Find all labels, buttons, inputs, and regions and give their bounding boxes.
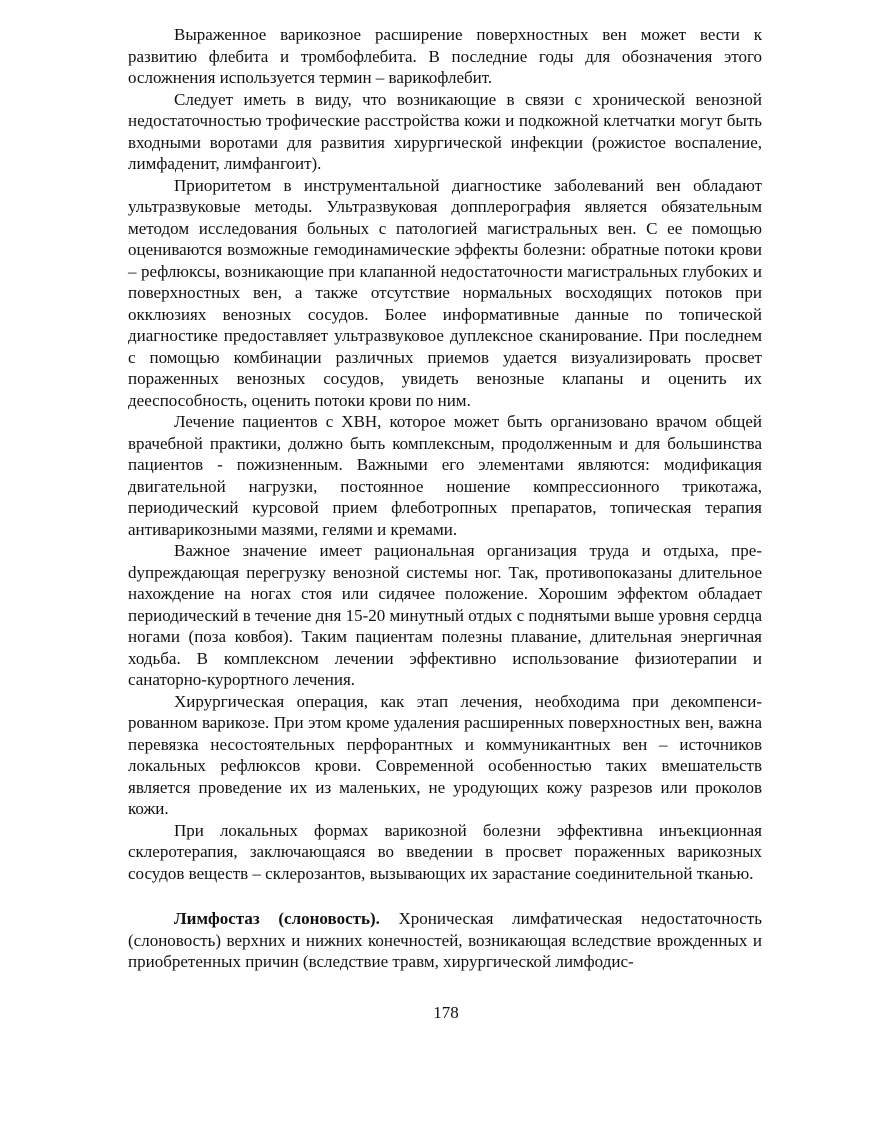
section-lymphostasis (128, 908, 762, 973)
paragraph-sclerotherapy: При локальных формах варикозной болезни эффективна инъекционная склеротерапия, заключающаяся во введении в просвет пораженных варикозных сосудов веществ – склерозантов, вызывающих их зарастание соединительной тканью. (128, 820, 762, 883)
page-number: 178 (433, 1003, 459, 1022)
paragraph-ultrasound-diagnostics: Приоритетом в инструментальной диагностике заболеваний вен обладают ультразвуковые методы. Ультразвуковая допплерография является обязательным методом исследования больных с патологией магистральных вен. С ее помощью оцениваются возможные гемодинамические эффекты болезни: обратные потоки крови – рефлюксы, возникающие при клапанной недостаточности магистральных глубоких и поверхностных вен, а также отсутствие нормальных восходящих потоков при окклюзиях венозных сосудов. Более информативные данные по топической диагностике предоставляет ультразвуковое дуплексное сканирование. При последнем с помощью комбинации различных приемов удается визуализировать просвет пораженных венозных сосудов, увидеть венозные клапаны и оценить их дееспособность, оценить потоки крови по ним. (128, 175, 762, 410)
section-text: Хроническая лимфатическая недостаточность (слоновость) верхних и нижних конечностей, возникающая вследствие врожденных и приобретенных причин (вследствие травм, хирургической лимфодис- (128, 909, 762, 971)
paragraph-varicophlebitis: Выраженное варикозное расширение поверхностных вен может вести к развитию флебита и тромбофлебита. В последние годы для обозначения этого осложнения используется термин – варикофлебит. (128, 25, 762, 87)
section-heading: Лимфостаз (слоновость). (174, 909, 380, 928)
page-body (128, 24, 762, 973)
paragraph-trophic-disorders: Следует иметь в виду, что возникающие в связи с хронической венозной недостаточностью трофические расстройства кожи и подкожной клетчатки могут быть входными воротами для развития хирургической инфекции (рожистое воспаление, лимфаденит, лимфангоит). (128, 89, 762, 173)
paragraph-surgery: Хирургическая операция, как этап лечения, необходима при декомпенсированном варикозе. При этом кроме удаления расширенных поверхностных вен, важна перевязка несостоятельных перфорантных и коммуникантных вен – источников локальных рефлюксов крови. Современной особенностью таких вмешательств является проведение их из маленьких, не уродующих кожу разрезов или проколов кожи. (128, 691, 762, 818)
paragraph-treatment: Лечение пациентов с ХВН, которое может быть организовано врачом общей врачебной практики, должно быть комплексным, продолженным и для большинства пациентов - пожизненным. Важными его элементами являются: модификация двигательной нагрузки, постоянное ношение компрессионного трикотажа, периодический курсовой прием флеботропных препаратов, топическая терапия антиварикозными мазями, гелями и кремами. (128, 412, 762, 539)
paragraph-work-rest: Важное значение имеет рациональная организация труда и отдыха, преdупреждающая перегрузку венозной системы ног. Так, противопоказаны длительное нахождение на ногах стоя или сидячее положение. Хорошим эффектом обладает периодический в течение дня 15-20 минутный отдых с поднятыми выше уровня сердца ногами (поза ковбоя). Таким пациентам полезны плавание, длительная энергичная ходьба. В комплексном лечении эффективно использование физиотерапии и санаторно-курортного лечения. (128, 541, 762, 689)
